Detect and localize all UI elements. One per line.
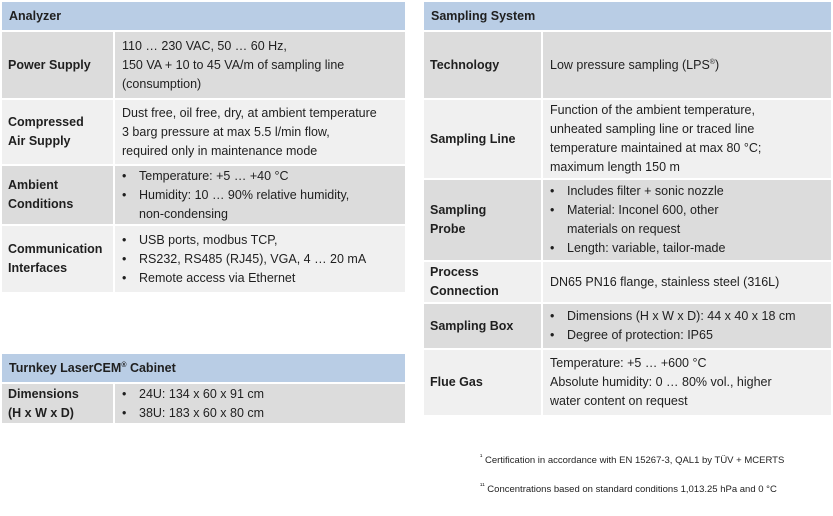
list-item: • Length: variable, tailor-made (550, 239, 831, 258)
row-value: Function of the ambient temperature, unheated sampling line or traced line temperature maintained at max 80 °C; maximum length 150 m (542, 99, 831, 179)
row-value (114, 383, 405, 423)
row-label: Sampling Probe (424, 179, 542, 261)
footnote-concentrations: $^{^{11}}$ Concentrations based on standard conditions 1,013.25 hPa and 0 °C (480, 482, 777, 495)
analyzer-row-compressed-air (2, 99, 405, 165)
row-value: Dust free, oil free, dry, at ambient temperature 3 barg pressure at max 5.5 l/min flow, required only in maintenance mode (114, 99, 405, 165)
footnote-certification: $^{^1}$ Certification in accordance with EN 15267-3, QAL1 by TÜV + MCERTS (480, 453, 785, 466)
row-label: Process Connection (424, 261, 542, 303)
row-label: Communication Interfaces (2, 225, 114, 292)
list-item: • Degree of protection: IP65 (550, 326, 831, 345)
sampling-row-line (424, 99, 831, 179)
row-value (114, 165, 405, 225)
list-item: • USB ports, modbus TCP, (122, 231, 405, 250)
list-item: • 24U: 134 x 60 x 91 cm (122, 385, 405, 404)
cabinet-row-dimensions (2, 383, 405, 423)
sampling-header: Sampling System (424, 2, 831, 31)
cabinet-table (2, 354, 405, 423)
row-value: Temperature: +5 … +600 °C Absolute humidity: 0 … 80% vol., higher water content on request (542, 349, 831, 415)
list-item: • Includes filter + sonic nozzle (550, 182, 831, 201)
row-label: Ambient Conditions (2, 165, 114, 225)
list-item: • Humidity: 10 … 90% relative humidity, (122, 186, 405, 205)
list-item: • 38U: 183 x 60 x 80 cm (122, 404, 405, 423)
analyzer-row-ambient (2, 165, 405, 225)
row-label: Dimensions (H x W x D) (2, 383, 114, 423)
sampling-row-flue-gas (424, 349, 831, 415)
list-item: • RS232, RS485 (RJ45), VGA, 4 … 20 mA (122, 250, 405, 269)
list-item: • Remote access via Ethernet (122, 269, 405, 288)
row-value: DN65 PN16 flange, stainless steel (316L) (542, 261, 831, 303)
sampling-row-technology (424, 31, 831, 99)
sampling-row-probe (424, 179, 831, 261)
list-item: non-condensing (139, 206, 228, 221)
list-item: • Material: Inconel 600, other (550, 201, 831, 220)
analyzer-table (2, 2, 405, 292)
row-value (542, 303, 831, 349)
list-item: materials on request (567, 222, 681, 236)
row-label: Compressed Air Supply (2, 99, 114, 165)
analyzer-header: Analyzer (2, 2, 405, 31)
cabinet-header: Turnkey LaserCEM® Cabinet (2, 354, 405, 383)
list-item: • Temperature: +5 … +40 °C (122, 167, 405, 186)
row-label: Sampling Box (424, 303, 542, 349)
analyzer-row-power-supply (2, 31, 405, 99)
row-label: Power Supply (2, 31, 114, 99)
list-item: • Dimensions (H x W x D): 44 x 40 x 18 cm (550, 307, 831, 326)
sampling-table (424, 2, 831, 415)
row-value: Low pressure sampling (LPS®) (542, 31, 831, 99)
analyzer-row-communication (2, 225, 405, 292)
row-value (114, 225, 405, 292)
row-value: 110 … 230 VAC, 50 … 60 Hz, 150 VA + 10 to 45 VA/m of sampling line (consumption) (114, 31, 405, 99)
row-value (542, 179, 831, 261)
row-label: Flue Gas (424, 349, 542, 415)
row-label: Sampling Line (424, 99, 542, 179)
sampling-row-process (424, 261, 831, 303)
row-label: Technology (424, 31, 542, 99)
sampling-row-box (424, 303, 831, 349)
